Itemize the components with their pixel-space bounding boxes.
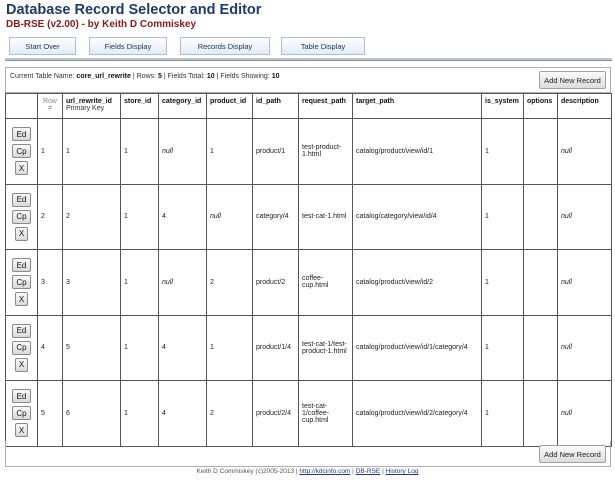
row-number-header: Row #	[38, 94, 63, 119]
fields-total-count: 10	[206, 73, 215, 80]
row-actions-group	[9, 193, 34, 241]
table-cell: product/2/4	[253, 381, 299, 447]
table-cell	[524, 381, 558, 447]
table-cell: 6	[63, 381, 121, 447]
table-cell: catalog/category/view/id/4	[353, 184, 482, 250]
table-cell	[524, 315, 558, 381]
table-cell: coffee-cup.html	[299, 250, 353, 316]
actions-header	[6, 94, 38, 119]
table-cell: 4	[159, 184, 207, 250]
table-cell: 1	[121, 381, 159, 447]
table-cell: 1	[121, 315, 159, 381]
table-cell: catalog/product/view/id/2/category/4	[353, 381, 482, 447]
table-cell	[524, 184, 558, 250]
kdcinfo-link[interactable]: http://kdcinfo.com	[299, 468, 351, 475]
table-cell: 1	[207, 315, 253, 381]
row-actions	[6, 315, 38, 381]
delete-button[interactable]: X	[15, 358, 28, 372]
delete-button[interactable]: X	[15, 423, 28, 437]
table-cell: test-cat-1.html	[299, 184, 353, 250]
row-number: 5	[38, 381, 63, 447]
row-number: 3	[38, 250, 63, 316]
column-header[interactable]: description	[558, 94, 612, 119]
bottom-bar	[5, 441, 611, 467]
page-title: Database Record Selector and Editor	[6, 2, 262, 18]
table-info	[10, 73, 280, 80]
column-header[interactable]: category_id	[159, 94, 207, 119]
table-cell: null	[558, 184, 612, 250]
column-header[interactable]: options	[524, 94, 558, 119]
tab-start-over[interactable]: Start Over	[9, 37, 76, 55]
table-cell: 5	[63, 315, 121, 381]
row-actions-group	[9, 127, 34, 175]
table-cell: 3	[63, 250, 121, 316]
table-cell: test-cat-1/coffee-cup.html	[299, 381, 353, 447]
footer	[0, 468, 615, 475]
table-cell: 1	[121, 119, 159, 185]
delete-button[interactable]: X	[15, 292, 28, 306]
column-header-label: url_rewrite_id	[66, 98, 112, 105]
column-header[interactable]: is_system	[482, 94, 524, 119]
column-header[interactable]	[63, 94, 121, 119]
table-cell: 1	[482, 381, 524, 447]
delete-button[interactable]: X	[15, 161, 28, 175]
primary-key-note: Primary Key	[66, 105, 105, 112]
table-cell: 4	[159, 381, 207, 447]
row-actions	[6, 119, 38, 185]
table-cell: catalog/product/view/id/1	[353, 119, 482, 185]
column-header[interactable]: id_path	[253, 94, 299, 119]
history-log-link[interactable]: History Log	[385, 468, 419, 475]
table-cell: test-product-1.html	[299, 119, 353, 185]
copy-button[interactable]: Cp	[12, 210, 31, 224]
table-cell: 1	[121, 250, 159, 316]
edit-button[interactable]: Ed	[12, 193, 31, 207]
table-cell: null	[159, 119, 207, 185]
table-row	[6, 119, 612, 185]
row-number: 2	[38, 184, 63, 250]
row-number: 4	[38, 315, 63, 381]
table-cell: null	[558, 250, 612, 316]
table-row	[6, 315, 612, 381]
column-header[interactable]: target_path	[353, 94, 482, 119]
table-cell	[524, 250, 558, 316]
table-cell: 2	[63, 184, 121, 250]
table-cell: 1	[482, 119, 524, 185]
table-cell: null	[558, 119, 612, 185]
tab-fields-display[interactable]: Fields Display	[89, 37, 167, 55]
row-actions	[6, 250, 38, 316]
table-cell: catalog/product/view/id/1/category/4	[353, 315, 482, 381]
table-cell: product/1/4	[253, 315, 299, 381]
table-cell: null	[558, 315, 612, 381]
table-row	[6, 381, 612, 447]
table-cell: 2	[207, 381, 253, 447]
table-cell: category/4	[253, 184, 299, 250]
row-actions-group	[9, 324, 34, 372]
edit-button[interactable]: Ed	[12, 127, 31, 141]
fields-showing-count: 10	[271, 73, 280, 80]
table-cell: 1	[482, 184, 524, 250]
tab-records-display[interactable]: Records Display	[180, 37, 270, 55]
column-header[interactable]: product_id	[207, 94, 253, 119]
db-rse-link[interactable]: DB-RSE	[355, 468, 381, 475]
table-cell: 1	[482, 250, 524, 316]
tab-bar	[5, 37, 613, 59]
edit-button[interactable]: Ed	[12, 324, 31, 338]
rows-label: | Rows:	[132, 73, 157, 80]
table-row	[6, 184, 612, 250]
table-header-row	[6, 94, 612, 119]
footer-separator: |	[382, 468, 384, 475]
tab-divider	[5, 58, 612, 61]
table-cell: 1	[121, 184, 159, 250]
delete-button[interactable]: X	[15, 227, 28, 241]
fields-total-label: | Fields Total:	[163, 73, 205, 80]
table-cell: product/1	[253, 119, 299, 185]
row-actions-group	[9, 258, 34, 306]
tab-table-display[interactable]: Table Display	[281, 37, 365, 55]
table-cell: 1	[482, 315, 524, 381]
column-header[interactable]: store_id	[121, 94, 159, 119]
footer-separator: |	[352, 468, 354, 475]
copy-button[interactable]: Cp	[12, 144, 31, 158]
add-new-record-button-bottom[interactable]: Add New Record	[539, 445, 606, 463]
row-actions-group	[9, 389, 34, 437]
row-actions	[6, 381, 38, 447]
edit-button[interactable]: Ed	[12, 258, 31, 272]
fields-showing-label: | Fields Showing:	[216, 73, 270, 80]
table-name: core_url_rewrite	[76, 73, 131, 80]
table-info-bar	[5, 67, 611, 93]
table-cell: product/2	[253, 250, 299, 316]
table-cell: 2	[207, 250, 253, 316]
records-table	[5, 93, 612, 447]
table-cell: 1	[207, 119, 253, 185]
table-cell: null	[159, 250, 207, 316]
app-subtitle: DB-RSE (v2.00) - by Keith D Commiskey	[6, 19, 197, 30]
table-cell: catalog/product/view/id/2	[353, 250, 482, 316]
column-header[interactable]: request_path	[299, 94, 353, 119]
table-name-label: Current Table Name:	[10, 73, 75, 80]
table-cell: null	[558, 381, 612, 447]
copy-button[interactable]: Cp	[12, 406, 31, 420]
row-actions	[6, 184, 38, 250]
table-cell	[524, 119, 558, 185]
table-cell: null	[207, 184, 253, 250]
copy-button[interactable]: Cp	[12, 275, 31, 289]
edit-button[interactable]: Ed	[12, 389, 31, 403]
rows-count: 5	[158, 73, 162, 80]
footer-credit: Keith D Commiskey (c)2005-2013 |	[196, 468, 298, 475]
add-new-record-button-top[interactable]: Add New Record	[539, 71, 606, 89]
copy-button[interactable]: Cp	[12, 341, 31, 355]
table-cell: test-cat-1/test-product-1.html	[299, 315, 353, 381]
table-cell: 4	[159, 315, 207, 381]
table-row	[6, 250, 612, 316]
table-cell: 1	[63, 119, 121, 185]
row-number: 1	[38, 119, 63, 185]
